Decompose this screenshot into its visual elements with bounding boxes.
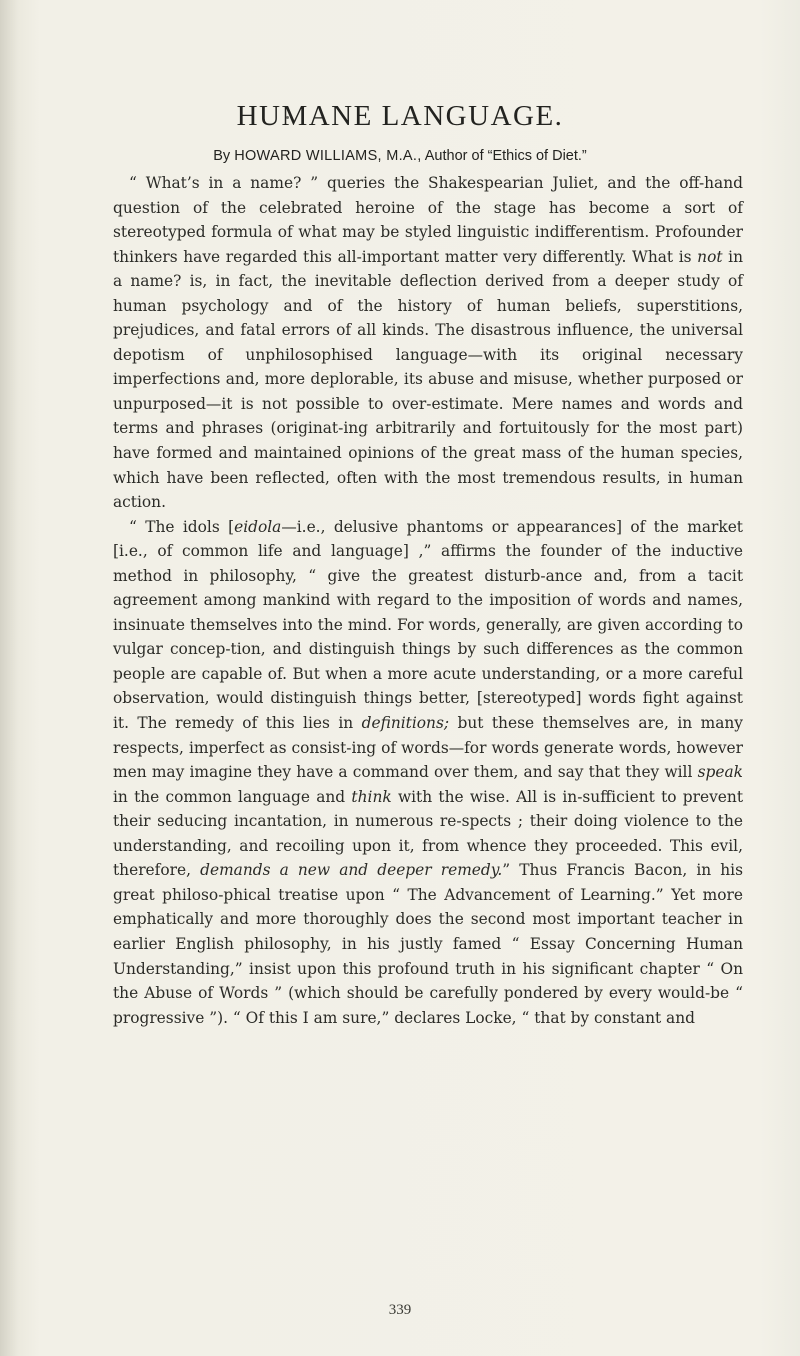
- article-title: HUMANE LANGUAGE.: [236, 100, 564, 132]
- text-run: but these themselves are, in many respects, imperfect as consist-ing of words—for words generate words, however men may imagine they have a command over them, and say that they will: [113, 714, 743, 782]
- text-run: —i.e., delusive phantoms or appearances] of the market [i.e., of common life and language] ,” affirms the founder of the inductive method in philosophy, “ give the greatest disturb-ance and, from a tacit agreement among mankind with regard to the imposition of words and names, insinuate themselves into the mind. For words, generally, are given according to vulgar concep-tion, and distinguish things by such differences as the common people are capable of. But when a more acute understanding, or a more careful observation, would distinguish things better, [stereotyped] words fight against it. The remedy of this lies in: [113, 517, 743, 733]
- byline: [0, 148, 800, 164]
- page-number: 339: [388, 1302, 412, 1318]
- byline-suffix: Author of “Ethics of Diet.”: [424, 148, 587, 164]
- paragraph-2: [113, 515, 743, 1030]
- italic-run: demands a new and deeper remedy.: [200, 861, 503, 880]
- italic-run: not: [697, 247, 723, 266]
- text-run: “ The idols [: [129, 517, 235, 536]
- italic-run: definitions;: [361, 714, 450, 733]
- article-body: [113, 171, 743, 1030]
- italic-run: speak: [697, 763, 743, 782]
- italic-run: eidola: [234, 517, 282, 536]
- paragraph-1: [113, 171, 743, 515]
- text-run: in the common language and: [113, 787, 352, 806]
- text-run: in a name? is, in fact, the inevitable deflection derived from a deeper study of human psychology and of the history of human beliefs, superstitions, prejudices, and fatal errors of all kinds. The disastrous influence, the universal depotism of unphilosophised language—with its original necessary imperfections and, more deplorable, its abuse and misuse, whether purposed or unpurposed—it is not possible to over-estimate. Mere names and words and terms and phrases (originat-ing arbitrarily and fortuitously for the most part) have formed and maintained opinions of the great mass of the human species, which have been reflected, often with the most tremendous results, in human action.: [113, 247, 743, 512]
- text-run: “ What’s in a name? ” queries the Shakespearian Juliet, and the off-hand question of the celebrated heroine of the stage has become a sort of stereotyped formula of what may be styled linguistic indifferentism. Profounder thinkers have regarded this all-important matter very differently. What is: [113, 174, 743, 266]
- byline-prefix: By: [213, 148, 231, 164]
- byline-author: HOWARD WILLIAMS, M.A.,: [234, 148, 422, 164]
- italic-run: think: [351, 787, 392, 806]
- text-run: with the wise. All is in-sufficient to prevent their seducing incantation, in numerous re-spects ; their doing violence to the understanding, and recoiling upon it, from whence they proceeded. This evil, therefore,: [113, 787, 743, 880]
- text-run: ” Thus Francis Bacon, in his great philoso-phical treatise upon “ The Advancement of Learning.” Yet more emphatically and more thoroughly does the second most important teacher in earlier English philosophy, in his justly famed “ Essay Concerning Human Understanding,” insist upon this profound truth in his significant chapter “ On the Abuse of Words ” (which should be carefully pondered by every would-be “ progressive ”). “ Of this I am sure,” declares Locke, “ that by constant and: [113, 861, 743, 1027]
